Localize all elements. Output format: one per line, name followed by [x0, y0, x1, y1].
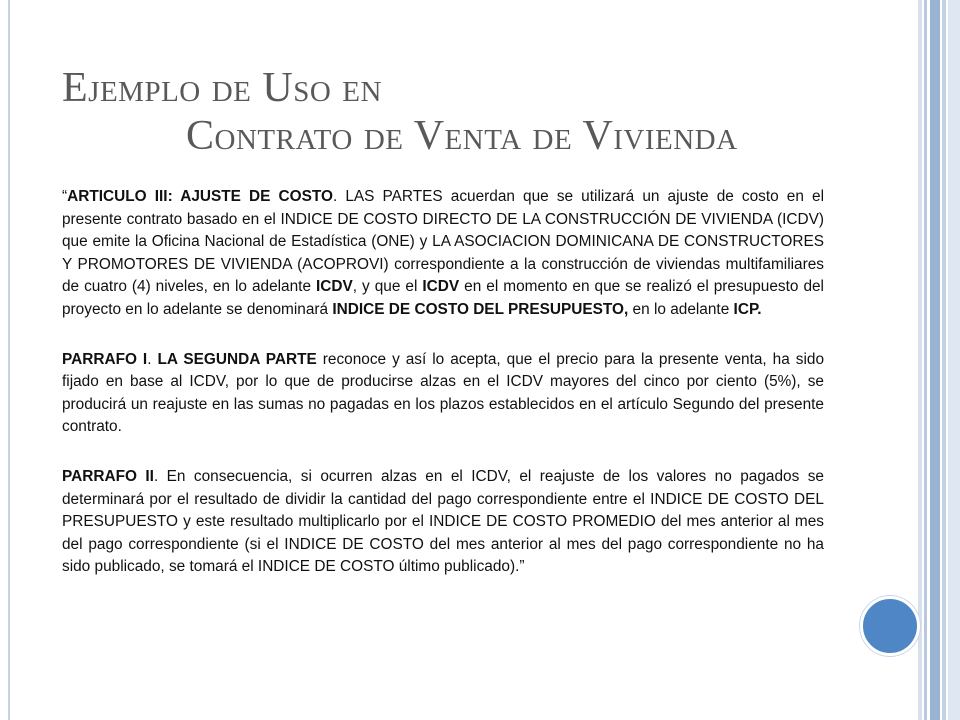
bold-run: INDICE DE COSTO DEL PRESUPUESTO, — [332, 300, 629, 318]
stripe — [930, 0, 940, 720]
title-line-1: Ejemplo de Uso en — [62, 65, 382, 111]
stripe — [948, 0, 960, 720]
left-frame-line — [8, 0, 10, 720]
bold-run: PARRAFO I — [62, 350, 148, 368]
stripe — [942, 0, 946, 720]
article-paragraph — [62, 186, 824, 322]
bold-run: ICDV — [422, 278, 460, 296]
text-run: en lo adelante — [628, 300, 734, 318]
bold-run: ICDV — [316, 278, 353, 296]
text-run: en el momento en que se realizó el presupuesto del proyecto en lo adelante se denominará — [62, 278, 824, 318]
contract-text — [62, 186, 824, 579]
slide-title — [62, 64, 862, 160]
text-run: reconoce y así lo acepta, que el precio para la presente venta, ha sido fijado en base al ICDV, por lo que de producirse alzas en el ICDV mayores del cinco por ciento (5%), se producirá un reajuste en las sumas no pagadas en los plazos establecidos en el artículo Segundo del presente contrato. — [62, 350, 825, 436]
bold-run: LA SEGUNDA PARTE — [157, 350, 317, 368]
parrafo-1 — [62, 349, 824, 439]
stripe — [924, 0, 927, 720]
text-run: . En consecuencia, si ocurren alzas en el ICDV, el reajuste de los valores no pagados se determinará por el resultado de dividir la cantidad del pago correspondiente entre el INDICE DE COSTO DEL PRESUPUESTO y este resultado multiplicarlo por el INDICE DE COSTO PROMEDIO del mes anterior al mes del pago correspondiente (si el INDICE DE COSTO del mes anterior al mes del pago correspondiente no ha sido publicado, se tomará el INDICE DE COSTO último publicado).” — [62, 467, 824, 576]
stripe — [918, 0, 922, 720]
bold-run: PARRAFO II — [62, 467, 154, 485]
open-quote: “ — [62, 188, 68, 205]
text-run: . — [147, 350, 158, 368]
text-run: . LAS PARTES acuerdan que se utilizará un ajuste de costo en el presente contrato basado en el INDICE DE COSTO DIRECTO DE LA CONSTRUCCIÓN DE VIVIENDA (ICDV) que emite la Oficina Nacional de Estadística (ONE) y LA ASOCIACION DOMINICANA DE CONSTRUCTORES Y PROMOTORES DE VIVIENDA (ACOPROVI) correspondiente a la construcción de viviendas multifamiliares de cuatro (4) niveles, en lo adelante — [62, 188, 824, 296]
parrafo-2 — [62, 466, 824, 579]
decorative-circle — [860, 596, 920, 656]
text-run: , y que el — [352, 278, 423, 296]
bold-run: ICP. — [733, 300, 762, 318]
title-line-2: Contrato de Venta de Vivienda — [186, 113, 738, 159]
right-decorative-stripes — [918, 0, 960, 720]
article-heading: ARTICULO III: AJUSTE DE COSTO — [67, 188, 333, 205]
